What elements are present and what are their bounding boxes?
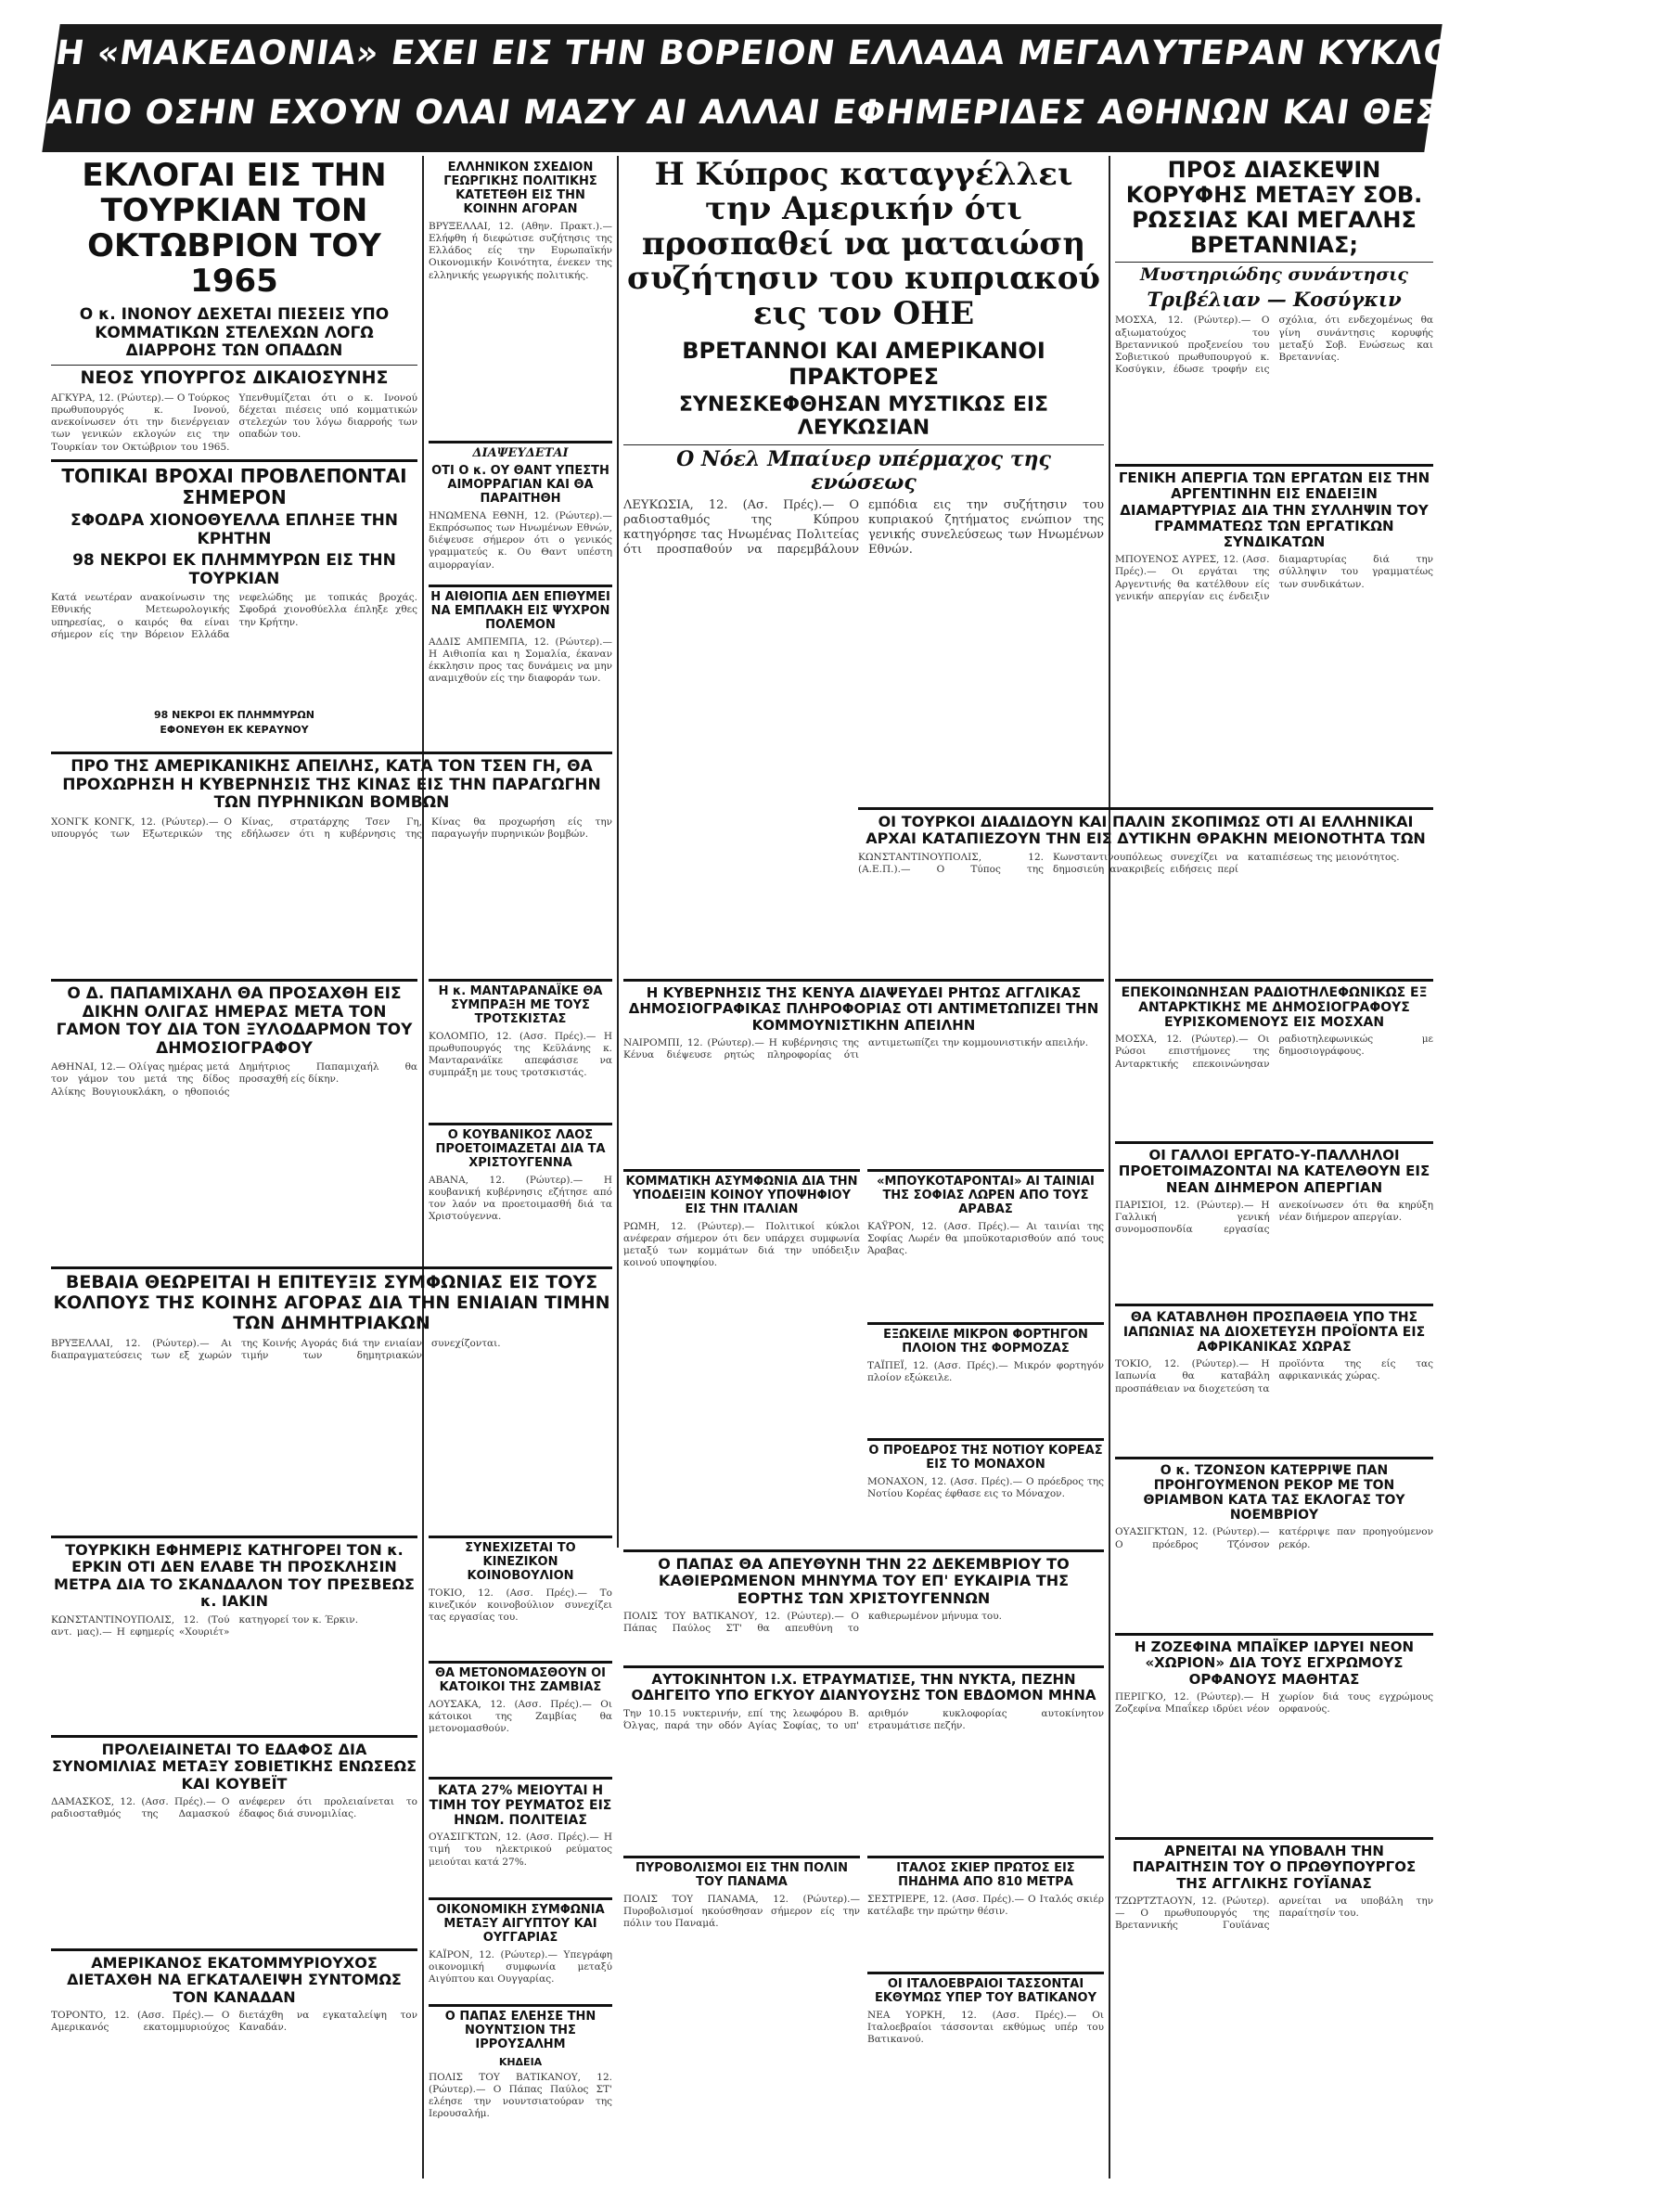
headline: ΑΥΤΟΚΙΝΗΤΟΝ Ι.Χ. ΕΤΡΑΥΜΑΤΙΣΕ, ΤΗΝ ΝΥΚΤΑ, ΠΕΖΗΝ ΟΔΗΓΕΙΤΟ ΥΠΟ ΕΓΚΥΟΥ ΔΙΑΝΥΟΥΣΗΣ ΤΟΝ ΕΒΔΟΜΟΝ ΜΗΝΑ — [631, 1671, 1096, 1704]
article-body: ΟΥΑΣΙΓΚΤΩΝ, 12. (Ρώυτερ).— Ο πρόεδρος Τζόνσον κατέρριψε παν προηγούμενον ρεκόρ. — [1115, 1526, 1433, 1550]
article-kenya — [623, 979, 1104, 1167]
headline: «ΜΠΟΥΚΟΤΑΡΟΝΤΑΙ» ΑΙ ΤΑΙΝΙΑΙ ΤΗΣ ΣΟΦΙΑΣ ΛΩΡΕΝ ΑΠΟ ΤΟΥΣ ΑΡΑΒΑΣ — [877, 1175, 1095, 1216]
headline: Ο ΠΑΠΑΣ ΕΛΕΗΣΕ ΤΗΝ ΝΟΥΝΤΣΙΟΝ ΤΗΣ ΙΡΡΟΥΣΑΛΗΜ — [444, 2010, 596, 2051]
column-rule — [1109, 156, 1110, 2179]
subheadline: ΝΕΟΣ ΥΠΟΥΡΓΟΣ ΔΙΚΑΙΟΣΥΝΗΣ — [51, 365, 417, 389]
article-tariff — [429, 1777, 612, 1896]
headline: ΑΜΕΡΙΚΑΝΟΣ ΕΚΑΤΟΜΜΥΡΙΟΥΧΟΣ ΔΙΕΤΑΧΘΗ ΝΑ ΕΓΚΑΤΑΛΕΙΨΗ ΣΥΝΤΟΜΩΣ ΤΟΝ ΚΑΝΑΔΑΝ — [67, 1954, 402, 2006]
article-body: ΡΩΜΗ, 12. (Ρώυτερ).— Πολιτικοί κύκλοι ανέφεραν σήμερον ότι δεν υπάρχει συμφωνία μεταξύ των κομμάτων διά την υπόδειξιν κοινού υποψηφίου. — [623, 1220, 860, 1269]
headline: Η ΑΙΘΙΟΠΙΑ ΔΕΝ ΕΠΙΘΥΜΕΙ ΝΑ ΕΜΠΛΑΚΗ ΕΙΣ ΨΥΧΡΟΝ ΠΟΛΕΜΟΝ — [430, 590, 610, 632]
article-body: ΒΡΥΞΕΛΛΑΙ, 12. (Ρώυτερ).— Αι διαπραγματεύσεις των εξ χωρών της Κοινής Αγοράς διά την ενιαίαν τιμήν των δημητριακών συνεχίζονται. — [51, 1337, 501, 1361]
article-summit — [1115, 158, 1433, 459]
headline: ΟΙΚΟΝΟΜΙΚΗ ΣΥΜΦΩΝΙΑ ΜΕΤΑΞΥ ΑΙΓΥΠΤΟΥ ΚΑΙ ΟΥΓΓΑΡΙΑΣ — [436, 1903, 605, 1945]
headline: Ο κ. ΤΖΟΝΣΟΝ ΚΑΤΕΡΡΙΨΕ ΠΑΝ ΠΡΟΗΓΟΥΜΕΝΟΝ ΡΕΚΟΡ ΜΕ ΤΟΝ ΘΡΙΑΜΒΟΝ ΚΑΤΑ ΤΑΣ ΕΚΛΟΓΑΣ ΤΟΥ ΝΟΕΜΒΡΙΟΥ — [1143, 1463, 1405, 1523]
article-body: ΝΕΑ ΥΟΡΚΗ, 12. (Ασσ. Πρές).— Οι Ιταλοεβραίοι τάσσονται εκθύμως υπέρ του Βατικανού. — [867, 2009, 1104, 2046]
article-body: ΜΠΟΥΕΝΟΣ ΑΥΡΕΣ, 12. (Ασσ. Πρές).— Οι εργάται της Αργεντινής θα κατέλθουν είς γενικήν απεργίαν εις ένδειξιν διαμαρτυρίας διά την σύλληψιν του γραμματέως των συνδικάτων. — [1115, 554, 1433, 602]
subheadline: Ο Νόελ Μπαίυερ υπέρμαχος της ενώσεως — [623, 444, 1104, 495]
article-body: ΧΟΝΓΚ ΚΟΝΓΚ, 12. (Ρώυτερ).— Ο υπουργός των Εξωτερικών της Κίνας, στρατάρχης Τσεν Γη, εδήλωσεν ότι η κυβέρνησις της Κίνας θα προχωρήση είς την παραγωγήν πυρηνικών βομβών. — [51, 816, 612, 840]
article-agriculture-eec — [51, 1266, 612, 1534]
headline: ΓΕΝΙΚΗ ΑΠΕΡΓΙΑ ΤΩΝ ΕΡΓΑΤΩΝ ΕΙΣ ΤΗΝ ΑΡΓΕΝΤΙΝΗΝ ΕΙΣ ΕΝΔΕΙΞΙΝ ΔΙΑΜΑΡΤΥΡΙΑΣ ΔΙΑ ΤΗΝ ΣΥΛΛΗΨΙΝ ΤΟΥ ΓΡΑΜΜΑΤΕΩΣ ΤΩΝ ΕΡΓΑΤΙΚΩΝ ΣΥΝΔΙΚΑΤΩΝ — [1118, 469, 1430, 550]
headline: ΕΠΕΚΟΙΝΩΝΗΣΑΝ ΡΑΔΙΟΤΗΛΕΦΩΝΙΚΩΣ ΕΞ ΑΝΤΑΡΚΤΙΚΗΣ ΜΕ ΔΗΜΟΣΙΟΓΡΑΦΟΥΣ ΕΥΡΙΣΚΟΜΕΝΟΥΣ ΕΙΣ ΜΟΣΧΑΝ — [1121, 985, 1428, 1031]
subheadline: ΒΡΕΤΑΝΝΟΙ ΚΑΙ ΑΜΕΡΙΚΑΝΟΙ ΠΡΑΚΤΟΡΕΣ — [682, 337, 1045, 390]
subheadline: ΣΦΟΔΡΑ ΧΙΟΝΟΘΥΕΛΛΑ ΕΠΛΗΞΕ ΤΗΝ ΚΡΗΤΗΝ — [70, 511, 399, 548]
article-body: Κατά νεωτέραν ανακοίνωσιν της Εθνικής Μετεωρολογικής υπηρεσίας, ο καιρός θα είναι σήμερον είς την Βόρειον Ελλάδα νεφελώδης με τοπικάς βροχάς. Σφοδρά χιονοθύελλα έπληξε χθες την Κρήτην. — [51, 592, 417, 640]
article-panama — [623, 1856, 860, 2179]
headline: ΟΙ ΙΤΑΛΟΕΒΡΑΙΟΙ ΤΑΣΣΟΝΤΑΙ ΕΚΘΥΜΩΣ ΥΠΕΡ ΤΟΥ ΒΑΤΙΚΑΝΟΥ — [874, 1977, 1097, 2005]
article-body: ΠΟΛΙΣ ΤΟΥ ΠΑΝΑΜΑ, 12. (Ρώυτερ).— Πυροβολισμοί ηκούσθησαν σήμερον είς την πόλιν του Παναμά. — [623, 1893, 860, 1930]
article-china-nuclear — [51, 752, 612, 977]
column-rule — [617, 156, 619, 1548]
headline: Ο Δ. ΠΑΠΑΜΙΧΑΗΛ ΘΑ ΠΡΟΣΑΧΘΗ ΕΙΣ ΔΙΚΗΝ ΟΛΙΓΑΣ ΗΜΕΡΑΣ ΜΕΤΑ ΤΟΝ ΓΑΜΟΝ ΤΟΥ ΔΙΑ ΤΟΝ ΞΥΛΟΔΑΡΜΟΝ ΤΟΥ ΔΗΜΟΣΙΟΓΡΑΦΟΥ — [56, 984, 413, 1058]
article-mandarin — [429, 979, 612, 1121]
article-body: ΝΑΙΡΟΜΠΙ, 12. (Ρώυτερ).— Η κυβέρνησις της Κένυα διέψευσε ρητώς πληροφορίας ότι αντιμετωπίζει την κομμουνιστικήν απειλήν. — [623, 1036, 1089, 1060]
article-body: ΠΕΡΙΓΚΟ, 12. (Ρώυτερ).— Η Ζοζεφίνα Μπαΐκερ ιδρύει νέον χωρίον διά τους εγχρώμους ορφανούς. — [1115, 1690, 1433, 1715]
article-papamichail — [51, 979, 417, 1265]
article-body: ΜΟΝΑΧΟΝ, 12. (Ασσ. Πρές).— Ο πρόεδρος της Νοτίου Κορέας έφθασε εις το Μόναχον. — [867, 1475, 1104, 1500]
headline: ΚΟΜΜΑΤΙΚΗ ΑΣΥΜΦΩΝΙΑ ΔΙΑ ΤΗΝ ΥΠΟΔΕΙΞΙΝ ΚΟΙΝΟΥ ΥΠΟΨΗΦΙΟΥ ΕΙΣ ΤΗΝ ΙΤΑΛΙΑΝ — [625, 1175, 858, 1216]
headline: ΟΤΙ Ο κ. ΟΥ ΘΑΝΤ ΥΠΕΣΤΗ ΑΙΜΟΡΡΑΓΙΑΝ ΚΑΙ ΘΑ ΠΑΡΑΙΤΗΘΗ — [431, 463, 609, 506]
article-body: ΛΕΥΚΩΣΙΑ, 12. (Ασ. Πρές).— Ο ραδιοσταθμός της Κύπρου κατηγόρησε τας Ηνωμένας Πολιτείας ότι προσπαθούν να παρεμβάλουν εμπόδια εις την συζήτησιν του κυπριακού ζητήματος ενώπιον της γενικής συνελεύσεως των Ηνωμένων Εθνών. — [623, 498, 1104, 558]
headline: ΠΡΟΣ ΔΙΑΣΚΕΨΙΝ ΚΟΡΥΦΗΣ ΜΕΤΑΞΥ ΣΟΒ. ΡΩΣΣΙΑΣ ΚΑΙ ΜΕΓΑΛΗΣ ΒΡΕΤΑΝΝΙΑΣ; — [1125, 157, 1423, 258]
headline: ΣΥΝΕΧΙΖΕΤΑΙ ΤΟ ΚΙΝΕΖΙΚΟΝ ΚΟΙΝΟΒΟΥΛΙΟΝ — [465, 1541, 576, 1583]
article-body: ΚΑΪΡΟΝ, 12. (Ρώυτερ).— Υπεγράφη οικονομική συμφωνία μεταξύ Αιγύπτου και Ουγγαρίας. — [429, 1948, 612, 1986]
headline: ΕΞΩΚΕΙΛΕ ΜΙΚΡΟΝ ΦΟΡΤΗΓΟΝ ΠΛΟΙΟΝ ΤΗΣ ΦΟΡΜΟΖΑΣ — [883, 1328, 1088, 1356]
headline: ΠΥΡΟΒΟΛΙΣΜΟΙ ΕΙΣ ΤΗΝ ΠΟΛΙΝ ΤΟΥ ΠΑΝΑΜΑ — [635, 1861, 848, 1889]
headline: Ο ΚΟΥΒΑΝΙΚΟΣ ΛΑΟΣ ΠΡΟΕΤΟΙΜΑΖΕΤΑΙ ΔΙΑ ΤΑ ΧΡΙΣΤΟΥΓΕΝΝΑ — [435, 1128, 606, 1170]
article-egypt — [429, 1897, 612, 2002]
article-body: ΟΥΑΣΙΓΚΤΩΝ, 12. (Ασσ. Πρές).— Η τιμή του ηλεκτρικού ρεύματος μειούται κατά 27%. — [429, 1832, 612, 1868]
article-france-strike — [1115, 1141, 1433, 1302]
article-body: ΜΟΣΧΑ, 12. (Ρώυτερ).— Οι Ρώσοι επιστήμονες της Ανταρκτικής επεκοινώνησαν ραδιοτηλεφωνικώς με δημοσιογράφους. — [1115, 1034, 1433, 1070]
article-body: ΛΟΥΣΑΚΑ, 12. (Ασσ. Πρές).— Οι κάτοικοι της Ζαμβίας θα μετονομασθούν. — [429, 1698, 612, 1735]
headline: ΕΛΛΗΝΙΚΟΝ ΣΧΕΔΙΟΝ ΓΕΩΡΓΙΚΗΣ ΠΟΛΙΤΙΚΗΣ ΚΑΤΕΤΕΘΗ ΕΙΣ ΤΗΝ ΚΟΙΝΗΝ ΑΓΟΡΑΝ — [443, 161, 597, 216]
article-car-accident — [623, 1665, 1104, 1854]
article-turkey-elections — [51, 158, 417, 455]
column-rule — [422, 156, 424, 2179]
article-body: ΤΖΩΡΤΖΤΑΟΥΝ, 12. (Ρώυτερ).— Ο πρωθυπουργός της Βρεταννικής Γουϊάνας αρνείται να υποβάλη την παραίτησίν του. — [1115, 1895, 1433, 1932]
article-antarctic — [1115, 979, 1433, 1139]
headline: ΘΑ ΜΕΤΟΝΟΜΑΣΘΟΥΝ ΟΙ ΚΑΤΟΙΚΟΙ ΤΗΣ ΖΑΜΒΙΑΣ — [435, 1666, 606, 1694]
masthead-banner — [42, 24, 1671, 152]
headline: ΙΤΑΛΟΣ ΣΚΙΕΡ ΠΡΩΤΟΣ ΕΙΣ ΠΗΔΗΜΑ ΑΠΟ 810 ΜΕΤΡΑ — [896, 1861, 1075, 1889]
section-caption: ΚΗΔΕΙΑ — [498, 2055, 543, 2068]
subheadline: Ο κ. ΙΝΟΝΟΥ ΔΕΧΕΤΑΙ ΠΙΕΣΕΙΣ ΥΠΟ ΚΟΜΜΑΤΙΚΩΝ ΣΤΕΛΕΧΩΝ ΛΟΓΩ ΔΙΑΡΡΟΗΣ ΤΩΝ ΟΠΑΔΩΝ — [79, 305, 390, 361]
article-johnson-record — [1115, 1457, 1433, 1631]
article-cuba — [429, 1123, 612, 1265]
article-body: ΑΔΔΙΣ ΑΜΠΕΜΠΑ, 12. (Ρώυτερ).— Η Αιθιοπία και η Σομαλία, έκαναν έκκλησιν προς τας δυνάμεις να μην αναμιχθούν είς την διαφοράν των. — [429, 636, 612, 685]
article-body: ΚΟΛΟΜΠΟ, 12. (Ασσ. Πρές).— Η πρωθυπουργός της Κεϋλάνης κ. Μανταρανάϊκε απεφάσισε να συμπράξη με τους τροτσκιστάς. — [429, 1030, 612, 1079]
article-greek-agri — [429, 158, 612, 436]
headline: ΠΡΟ ΤΗΣ ΑΜΕΡΙΚΑΝΙΚΗΣ ΑΠΕΙΛΗΣ, ΚΑΤΑ ΤΟΝ ΤΣΕΝ ΓΗ, ΘΑ ΠΡΟΧΩΡΗΣΗ Η ΚΥΒΕΡΝΗΣΙΣ ΤΗΣ ΚΙΝΑΣ ΕΙΣ ΤΗΝ ΠΑΡΑΓΩΓΗΝ ΤΩΝ ΠΥΡΗΝΙΚΩΝ ΒΟΜΒΩΝ — [62, 757, 601, 813]
headline: Ο ΠΡΟΕΔΡΟΣ ΤΗΣ ΝΟΤΙΟΥ ΚΟΡΕΑΣ ΕΙΣ ΤΟ ΜΟΝΑΧΟΝ — [868, 1444, 1103, 1472]
subheadline: ΣΥΝΕΣΚΕΦΘΗΣΑΝ ΜΥΣΤΙΚΩΣ ΕΙΣ ΛΕΥΚΩΣΙΑΝ — [678, 393, 1049, 441]
headline: Η κ. ΜΑΝΤΑΡΑΝΑΪΚΕ ΘΑ ΣΥΜΠΡΑΞΗ ΜΕ ΤΟΥΣ ΤΡΟΤΣΚΙΣΤΑΣ — [438, 984, 603, 1026]
article-turkish-press — [51, 1536, 417, 1733]
article-un-secretary — [429, 441, 612, 583]
article-pope-funeral — [429, 2004, 612, 2179]
kicker: ΔΙΑΨΕΥΔΕΤΑΙ — [472, 446, 569, 460]
article-body: ΒΡΥΞΕΛΛΑΙ, 12. (Αθην. Πρακτ.).— Ελήφθη ή διεφώτισε συζήτησις της Ελλάδος είς την Ευρωπαϊκήν Οικονομικήν Κοινότητα, ένεκεν της ελληνικής γεωργικής πολιτικής. — [429, 220, 612, 281]
article-soviet-kuwait — [51, 1735, 417, 1947]
headline: ΒΕΒΑΙΑ ΘΕΩΡΕΙΤΑΙ Η ΕΠΙΤΕΥΞΙΣ ΣΥΜΦΩΝΙΑΣ ΕΙΣ ΤΟΥΣ ΚΟΛΠΟΥΣ ΤΗΣ ΚΟΙΝΗΣ ΑΓΟΡΑΣ ΔΙΑ ΤΗΝ ΕΝΙΑΙΑΝ ΤΙΜΗΝ ΤΩΝ ΔΗΜΗΤΡΙΑΚΩΝ — [53, 1272, 610, 1333]
banner-line-1: Η «ΜΑΚΕΔΟΝΙΑ» ΕΧΕΙ ΕΙΣ ΤΗΝ ΒΟΡΕΙΟΝ ΕΛΛΑΔΑ ΜΕΓΑΛΥΤΕΡΑΝ ΚΥΚΛΟΦΟΡΙΑΝ — [53, 34, 1609, 72]
headline: ΟΙ ΓΑΛΛΟΙ ΕΡΓΑΤΟ-Υ-ΠΑΛΛΗΛΟΙ ΠΡΟΕΤΟΙΜΑΖΟΝΤΑΙ ΝΑ ΚΑΤΕΛΘΟΥΝ ΕΙΣ ΝΕΑΝ ΔΙΗΜΕΡΟΝ ΑΠΕΡΓΙΑΝ — [1118, 1147, 1430, 1196]
article-body: ΜΟΣΧΑ, 12. (Ρώυτερ).— Ο αξιωματούχος του Βρεταννικού προξενείου του Σοβιετικού πρωθυπουργού κ. Κοσύγκιν, έδωσε τροφήν εις σχόλια, ότι ενδεχομένως θα γίνη συνάντησις κορυφής μεταξύ Σοβ. Ενώσεως και Βρεταννίας. — [1115, 315, 1433, 376]
article-body: ΑΒΑΝΑ, 12. (Ρώυτερ).— Η κουβανική κυβέρνησις εζήτησε από τον λαόν να προετοιμασθή διά τα Χριστούγεννα. — [429, 1174, 612, 1223]
article-body: Την 10.15 νυκτερινήν, επί της λεωφόρου Β. Όλγας, παρά την οδόν Αγίας Σοφίας, το υπ' αριθμόν κυκλοφορίας αυτοκίνητον ετραυμάτισε πεζήν. — [623, 1707, 1104, 1731]
banner-line-2: ΑΠΟ ΟΣΗΝ ΕΧΟΥΝ ΟΛΑΙ ΜΑΖΥ ΑΙ ΑΛΛΑΙ ΕΦΗΜΕΡΙΔΕΣ ΑΘΗΝΩΝ ΚΑΙ ΘΕΣΣΑΛΟΝΙΚΗΣ — [45, 94, 1671, 132]
article-body: ΣΕΣΤΡΙΕΡΕ, 12. (Ασσ. Πρές).— Ο Ιταλός σκιέρ κατέλαβε την πρώτην θέσιν. — [867, 1893, 1104, 1918]
section-caption: 98 ΝΕΚΡΟΙ ΕΚ ΠΛΗΜΜΥΡΩΝ — [154, 709, 314, 722]
article-communist-italy — [623, 1169, 860, 1320]
article-body: ΤΟΚΙΟ, 12. (Ρώυτερ).— Η Ιαπωνία θα καταβάλη προσπάθειαν να διοχετεύση τα προϊόντα της είς τας αφρικανικάς χώρας. — [1115, 1358, 1433, 1395]
article-boycott — [867, 1169, 1104, 1320]
headline: ΤΟΠΙΚΑΙ ΒΡΟΧΑΙ ΠΡΟΒΛΕΠΟΝΤΑΙ ΣΗΜΕΡΟΝ — [61, 465, 407, 508]
article-italian-ski — [867, 1856, 1104, 1970]
article-argentina — [1115, 464, 1433, 638]
article-body: ΔΑΜΑΣΚΟΣ, 12. (Ασσ. Πρές).— Ο ραδιοσταθμός της Δαμασκού ανέφερεν ότι προλειαίνεται το έδαφος διά συνομιλίας. — [51, 1796, 417, 1820]
headline: ΠΡΟΛΕΙΑΙΝΕΤΑΙ ΤΟ ΕΔΑΦΟΣ ΔΙΑ ΣΥΝΟΜΙΛΙΑΣ ΜΕΤΑΞΥ ΣΟΒΙΕΤΙΚΗΣ ΕΝΩΣΕΩΣ ΚΑΙ ΚΟΥΒΕΪΤ — [51, 1741, 417, 1793]
headline: ΚΑΤΑ 27% ΜΕΙΟΥΤΑΙ Η ΤΙΜΗ ΤΟΥ ΡΕΥΜΑΤΟΣ ΕΙΣ ΗΝΩΜ. ΠΟΛΙΤΕΙΑΣ — [429, 1783, 612, 1829]
headline: ΟΙ ΤΟΥΡΚΟΙ ΔΙΑΔΙΔΟΥΝ ΚΑΙ ΠΑΛΙΝ ΣΚΟΠΙΜΩΣ ΟΤΙ ΑΙ ΕΛΛΗΝΙΚΑΙ ΑΡΧΑΙ ΚΑΤΑΠΙΕΖΟΥΝ ΤΗΝ ΕΙΣ ΔΥΤΙΚΗΝ ΘΡΑΚΗΝ ΜΕΙΟΝΟΤΗΤΑ ΤΩΝ — [866, 813, 1426, 848]
article-body: ΠΟΛΙΣ ΤΟΥ ΒΑΤΙΚΑΝΟΥ, 12. (Ρώυτερ).— Ο Πάπας Παύλος ΣΤ' ελέησε την νουντσιατούραν της Ιερουσαλήμ. — [429, 2071, 612, 2120]
article-body: ΚΩΝΣΤΑΝΤΙΝΟΥΠΟΛΙΣ, 12. (Τού αντ. μας).— Η εφημερίς «Χουριέτ» κατηγορεί τον κ. Έρκιν. — [51, 1613, 359, 1638]
headline: ΑΡΝΕΙΤΑΙ ΝΑ ΥΠΟΒΑΛΗ ΤΗΝ ΠΑΡΑΙΤΗΣΙΝ ΤΟΥ Ο ΠΡΩΘΥΠΟΥΡΓΟΣ ΤΗΣ ΑΓΓΛΙΚΗΣ ΓΟΥΪΑΝΑΣ — [1132, 1843, 1417, 1892]
article-ethiopia — [429, 585, 612, 750]
article-body: ΑΓΚΥΡΑ, 12. (Ρώυτερ).— Ο Τούρκος πρωθυπουργός κ. Ινονού, ανεκοίνωσεν ότι την διενέργειαν των γενικών εκλογών εις την Τουρκίαν τον Οκτώβριον του 1965. Υπενθυμίζεται ότι ο κ. Ινονού δέχεται πιέσεις υπό κομματικών στελεχών του λόγω διαρροής των οπαδών του. — [51, 392, 417, 453]
article-josephine — [1115, 1633, 1433, 1835]
article-turks-threaten — [858, 807, 1433, 977]
section-caption: ΕΦΟΝΕΥΘΗ ΕΚ ΚΕΡΑΥΝΟΥ — [160, 724, 309, 737]
headline: ΘΑ ΚΑΤΑΒΛΗΘΗ ΠΡΟΣΠΑΘΕΙΑ ΥΠΟ ΤΗΣ ΙΑΠΩΝΙΑΣ ΝΑ ΔΙΟΧΕΤΕΥΣΗ ΠΡΟΪΟΝΤΑ ΕΙΣ ΑΦΡΙΚΑΝΙΚΑΣ ΧΩΡΑΣ — [1122, 1310, 1426, 1356]
headline: ΤΟΥΡΚΙΚΗ ΕΦΗΜΕΡΙΣ ΚΑΤΗΓΟΡΕΙ ΤΟΝ κ. ΕΡΚΙΝ ΟΤΙ ΔΕΝ ΕΛΑΒΕ ΤΗ ΠΡΟΣΚΛΗΣΙΝ ΜΕΤΡΑ ΔΙΑ ΤΟ ΣΚΑΝΔΑΛΟΝ ΤΟΥ ΠΡΕΣΒΕΩΣ κ. ΙΑΚΙΝ — [54, 1541, 415, 1611]
subheadline: 98 ΝΕΚΡΟΙ ΕΚ ΠΛΗΜΜΥΡΩΝ ΕΙΣ ΤΗΝ ΤΟΥΡΚΙΑΝ — [72, 551, 396, 588]
article-rains — [51, 459, 417, 750]
headline: Η ΖΟΖΕΦΙΝΑ ΜΠΑΪΚΕΡ ΙΔΡΥΕΙ ΝΕΟΝ «ΧΩΡΙΟΝ» ΔΙΑ ΤΟΥΣ ΕΓΧΡΩΜΟΥΣ ΟΡΦΑΝΟΥΣ ΜΑΘΗΤΑΣ — [1134, 1639, 1415, 1688]
article-body: ΠΟΛΙΣ ΤΟΥ ΒΑΤΙΚΑΝΟΥ, 12. (Ρώυτερ).— Ο Πάπας Παύλος ΣΤ' θα απευθύνη το καθιερωμένον μήνυμα του. — [623, 1611, 1002, 1635]
article-body: ΗΝΩΜΕΝΑ ΕΘΝΗ, 12. (Ρώυτερ).— Εκπρόσωπος των Ηνωμένων Εθνών, διέψευσε σήμερον ότι ο γενικός γραμματεύς κ. Ου Θαντ υπέστη αιμορραγίαν. — [429, 509, 612, 571]
headline: Η Κύπρος καταγγέλλει την Αμερικήν ότι προσπαθεί να ματαιώση συζήτησιν του κυπριακού εις τον ΟΗΕ — [627, 156, 1100, 332]
article-cyprus — [623, 158, 1104, 626]
headline: Η ΚΥΒΕΡΝΗΣΙΣ ΤΗΣ ΚΕΝΥΑ ΔΙΑΨΕΥΔΕΙ ΡΗΤΩΣ ΑΓΓΛΙΚΑΣ ΔΗΜΟΣΙΟΓΡΑΦΙΚΑΣ ΠΛΗΡΟΦΟΡΙΑΣ ΟΤΙ ΑΝΤΙΜΕΤΩΠΙΖΕΙ ΤΗΝ ΚΟΜΜΟΥΝΙΣΤΙΚΗΝ ΑΠΕΙΛΗΝ — [628, 984, 1099, 1034]
article-canada — [51, 1948, 417, 2179]
article-body: ΤΑΪΠΕΪ, 12. (Ασσ. Πρές).— Μικρόν φορτηγόν πλοίον εξώκειλε. — [867, 1359, 1104, 1384]
article-vatican-jews — [867, 1972, 1104, 2179]
headline: Ο ΠΑΠΑΣ ΘΑ ΑΠΕΥΘΥΝΗ ΤΗΝ 22 ΔΕΚΕΜΒΡΙΟΥ ΤΟ ΚΑΘΙΕΡΩΜΕΝΟΝ ΜΗΝΥΜΑ ΤΟΥ ΕΠ' ΕΥΚΑΙΡΙΑ ΤΗΣ ΕΟΡΤΗΣ ΤΩΝ ΧΡΙΣΤΟΥΓΕΝΝΩΝ — [658, 1555, 1070, 1607]
article-body: ΚΩΝΣΤΑΝΤΙΝΟΥΠΟΛΙΣ, 12. (Α.Ε.Π.).— Ο Τύπος της Κωνσταντινουπόλεως συνεχίζει να δημοσιεύη ανακριβείς ειδήσεις περί καταπιέσεως της μειονότητος. — [858, 851, 1400, 875]
article-body: ΑΘΗΝΑΙ, 12.— Ολίγας ημέρας μετά τον γάμον του μετά της δίδος Αλίκης Βουγιουκλάκη, ο ηθοποιός Δημήτριος Παπαμιχαήλ θα προσαχθή είς δίκην. — [51, 1061, 417, 1098]
subheadline: Τριβέλιαν — Κοσύγκιν — [1147, 288, 1402, 312]
article-body: ΤΟΡΟΝΤΟ, 12. (Ασσ. Πρές).— Ο Αμερικανός εκατομμυριούχος διετάχθη να εγκαταλείψη τον Καναδάν. — [51, 2010, 417, 2034]
subheadline: Μυστηριώδης συνάντησις — [1115, 262, 1433, 286]
article-ships — [867, 1322, 1104, 1436]
article-korea — [867, 1438, 1104, 1543]
article-zambia — [429, 1661, 612, 1775]
headline: ΕΚΛΟΓΑΙ ΕΙΣ ΤΗΝ ΤΟΥΡΚΙΑΝ ΤΟΝ ΟΚΤΩΒΡΙΟΝ ΤΟΥ 1965 — [82, 157, 387, 301]
article-body: ΤΟΚΙΟ, 12. (Ασσ. Πρές).— Το κινεζικόν κοινοβούλιον συνεχίζει τας εργασίας του. — [429, 1587, 612, 1624]
article-resign-uk — [1115, 1837, 1433, 2179]
article-pope-message — [623, 1549, 1104, 1664]
article-body: ΠΑΡΙΣΙΟΙ, 12. (Ρώυτερ).— Η Γαλλική γενική συνομοσπονδία εργασίας ανεκοίνωσεν ότι θα κηρύξη νέαν διήμερον απεργίαν. — [1115, 1199, 1433, 1236]
article-co-op — [429, 1536, 612, 1659]
article-body: ΚΑΫΡΟΝ, 12. (Ασσ. Πρές).— Αι ταινίαι της Σοφίας Λωρέν θα μποϋκοταρισθούν από τους Άραβας. — [867, 1220, 1104, 1257]
article-japan — [1115, 1304, 1433, 1455]
